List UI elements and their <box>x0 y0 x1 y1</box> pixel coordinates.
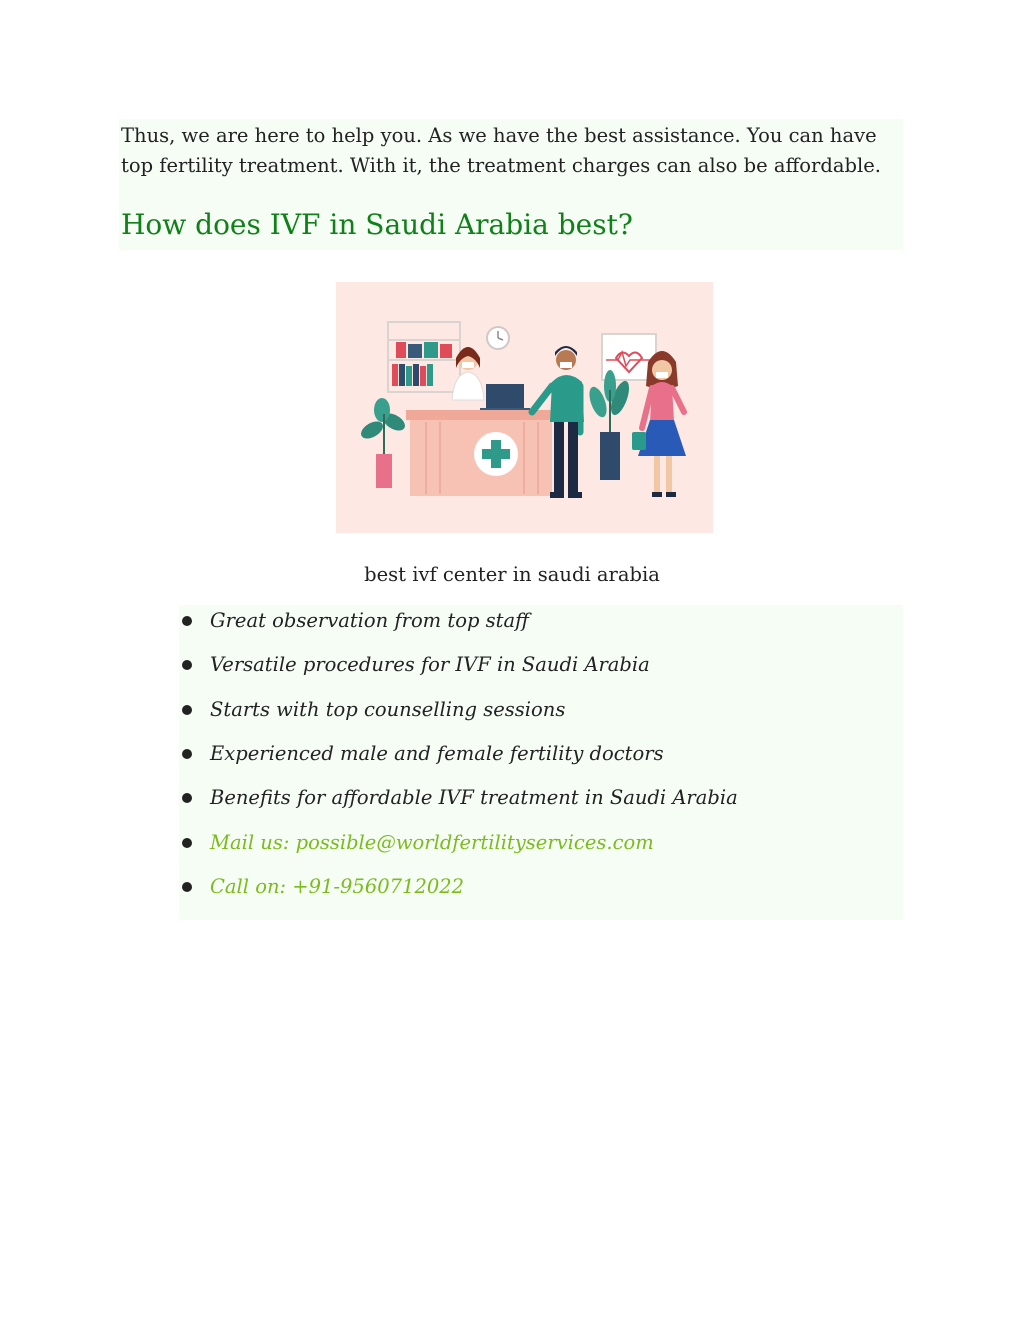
list-item-mail <box>179 827 899 859</box>
list-item <box>179 649 899 681</box>
laptop-icon <box>480 384 530 412</box>
bullet-icon <box>182 660 192 670</box>
list-item <box>179 694 899 726</box>
bullet-icon <box>182 838 192 848</box>
list-item <box>179 605 899 637</box>
clock-icon <box>487 327 509 349</box>
bookshelf <box>388 322 460 392</box>
intro-paragraph: Thus, we are here to help you. As we have the best assistance. You can have top fertility treatment. With it, the treatment charges can also be affordable. <box>121 124 881 177</box>
bullet-icon <box>182 793 192 803</box>
bullet-icon <box>182 882 192 892</box>
clinic-illustration-svg <box>336 282 713 533</box>
mail-link[interactable]: Mail us: possible@worldfertilityservices.com <box>210 831 654 854</box>
bullet-icon <box>182 749 192 759</box>
phone-link[interactable]: Call on: +91-9560712022 <box>210 875 465 898</box>
doctor-figure <box>452 347 484 400</box>
list-item-text: Great observation from top staff <box>210 609 529 632</box>
bullet-icon <box>182 616 192 626</box>
bullet-icon <box>182 705 192 715</box>
plant-left <box>358 398 408 488</box>
list-item-text: Experienced male and female fertility doctors <box>210 742 664 765</box>
list-item <box>179 782 899 814</box>
plant-right <box>586 370 633 480</box>
list-item-text: Versatile procedures for IVF in Saudi Arabia <box>210 653 650 676</box>
intro-section <box>119 119 903 250</box>
reception-desk <box>406 410 556 496</box>
benefits-section <box>179 605 903 920</box>
section-heading: How does IVF in Saudi Arabia best? <box>121 208 633 241</box>
list-item-call <box>179 871 899 903</box>
list-item-text: Benefits for affordable IVF treatment in Saudi Arabia <box>210 786 738 809</box>
clinic-illustration <box>336 282 713 533</box>
figure-caption: best ivf center in saudi arabia <box>364 563 660 586</box>
list-item-text: Starts with top counselling sessions <box>210 698 566 721</box>
list-item <box>179 738 899 770</box>
